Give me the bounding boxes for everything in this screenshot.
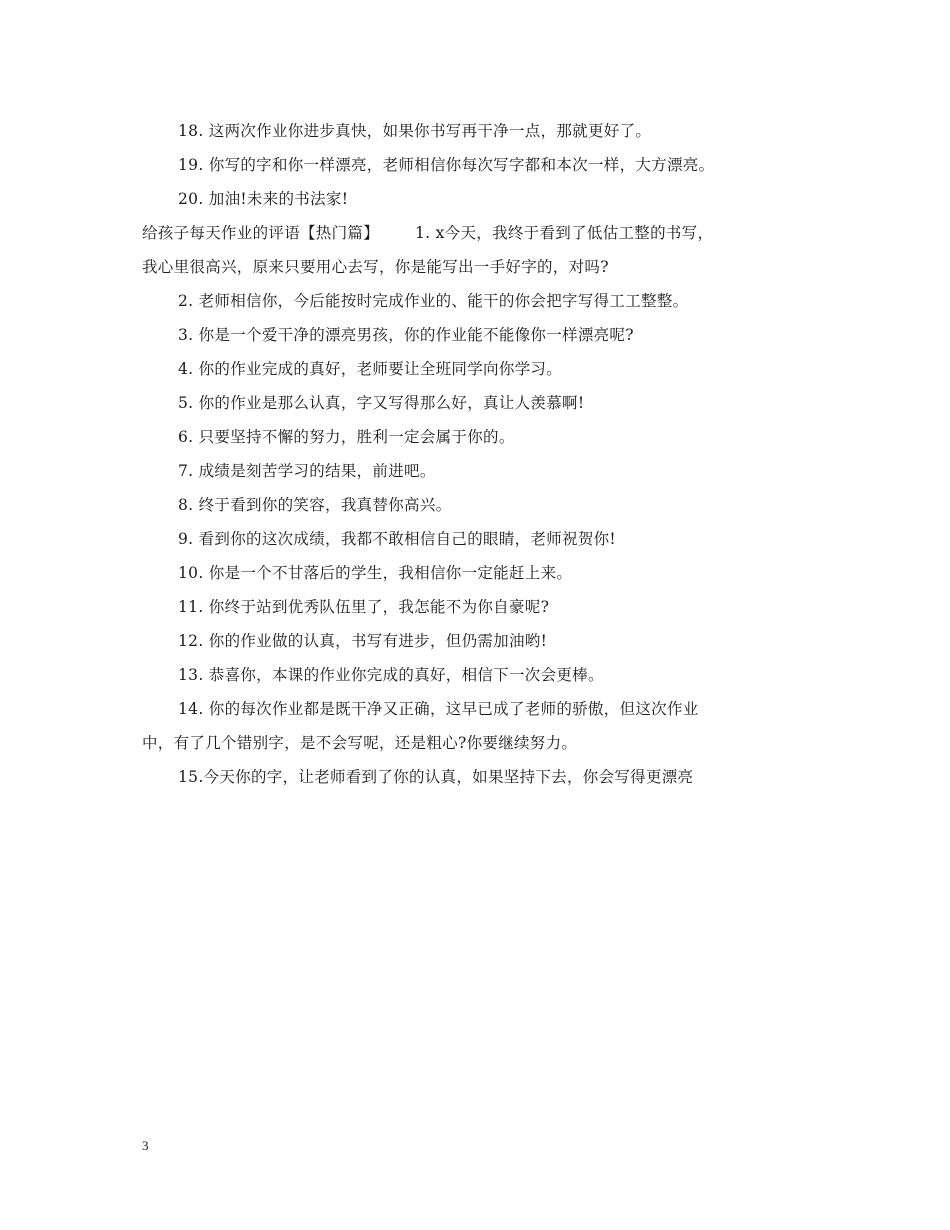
comment-line-1-start: 1. x今天，我终于看到了低估工整的书写， <box>415 224 714 242</box>
comment-line-3: 3. 你是一个爱干净的漂亮男孩，你的作业能不能像你一样漂亮呢? <box>178 326 634 344</box>
section-heading-row <box>142 223 713 243</box>
comment-line-1-cont: 我心里很高兴，原来只要用心去写，你是能写出一手好字的，对吗? <box>142 258 609 276</box>
section-heading: 给孩子每天作业的评语【热门篇】 <box>142 224 380 242</box>
comment-line-14: 14. 你的每次作业都是既干净又正确，这早已成了老师的骄傲，但这次作业 <box>178 700 699 718</box>
comment-line-10: 10. 你是一个不甘落后的学生，我相信你一定能赶上来。 <box>178 564 573 582</box>
comment-line-18: 18. 这两次作业你进步真快，如果你书写再干净一点，那就更好了。 <box>178 122 652 140</box>
comment-line-20: 20. 加油!未来的书法家! <box>178 190 349 208</box>
comment-line-6: 6. 只要坚持不懈的努力，胜利一定会属于你的。 <box>178 428 515 446</box>
comment-line-12: 12. 你的作业做的认真，书写有进步，但仍需加油哟! <box>178 632 548 650</box>
comment-line-19: 19. 你写的字和你一样漂亮，老师相信你每次写字都和本次一样，大方漂亮。 <box>178 156 715 174</box>
comment-line-15: 15.今天你的字，让老师看到了你的认真，如果坚持下去，你会写得更漂亮 <box>178 768 694 786</box>
comment-line-13: 13. 恭喜你，本课的作业你完成的真好，相信下一次会更棒。 <box>178 666 604 684</box>
comment-line-7: 7. 成绩是刻苦学习的结果，前进吧。 <box>178 462 436 480</box>
comment-line-8: 8. 终于看到你的笑容，我真替你高兴。 <box>178 496 452 514</box>
comment-line-14-cont: 中，有了几个错别字，是不会写呢，还是粗心?你要继续努力。 <box>142 734 578 752</box>
comment-line-4: 4. 你的作业完成的真好，老师要让全班同学向你学习。 <box>178 360 563 378</box>
page-number: 3 <box>142 1138 149 1153</box>
comment-line-9: 9. 看到你的这次成绩，我都不敢相信自己的眼睛，老师祝贺你! <box>178 530 616 548</box>
comment-line-5: 5. 你的作业是那么认真，字又写得那么好，真让人羡慕啊! <box>178 394 585 412</box>
comment-line-2: 2. 老师相信你，今后能按时完成作业的、能干的你会把字写得工工整整。 <box>178 292 689 310</box>
comment-line-11: 11. 你终于站到优秀队伍里了，我怎能不为你自豪呢? <box>178 598 550 616</box>
